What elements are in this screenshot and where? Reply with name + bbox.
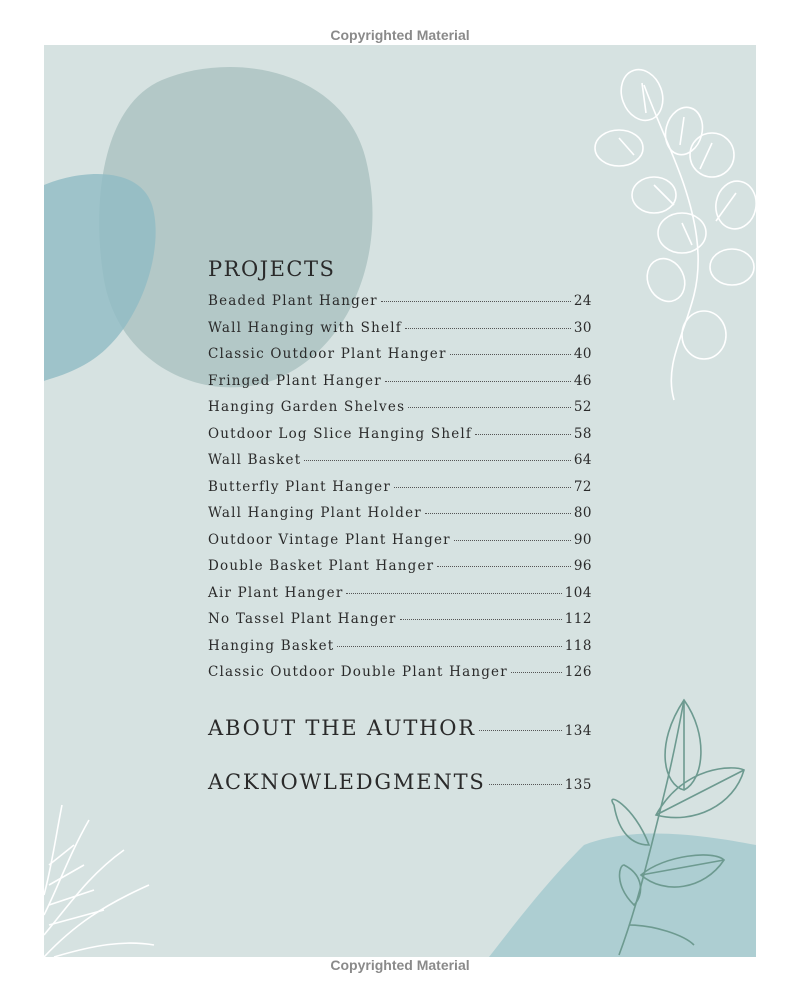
copyright-notice-top: Copyrighted Material bbox=[330, 27, 470, 43]
toc-entry[interactable] bbox=[208, 320, 592, 347]
page-number: 118 bbox=[564, 637, 592, 654]
toc-entry[interactable] bbox=[208, 452, 592, 479]
page-number: 112 bbox=[564, 611, 592, 627]
entry-title: Fringed Plant Hanger bbox=[208, 372, 382, 389]
eucalyptus-branch-icon bbox=[595, 64, 756, 400]
page-number: 104 bbox=[564, 584, 592, 601]
entry-title: Hanging Basket bbox=[208, 637, 335, 654]
entry-title: Butterfly Plant Hanger bbox=[208, 478, 392, 495]
book-page bbox=[44, 45, 756, 957]
dot-leader bbox=[511, 672, 562, 673]
page-number: 30 bbox=[573, 319, 592, 336]
toc-entry-acknowledgments[interactable] bbox=[208, 770, 592, 794]
dot-leader bbox=[346, 593, 561, 594]
dot-leader bbox=[425, 513, 571, 514]
page-number: 90 bbox=[573, 531, 592, 548]
dot-leader bbox=[337, 646, 561, 647]
page-number: 72 bbox=[573, 478, 592, 495]
entry-title: Beaded Plant Hanger bbox=[208, 293, 378, 309]
toc-entry[interactable] bbox=[208, 399, 592, 426]
dot-leader bbox=[394, 487, 571, 488]
toc-entry[interactable] bbox=[208, 532, 592, 559]
project-list bbox=[208, 293, 592, 691]
table-of-contents bbox=[208, 257, 592, 794]
dot-leader bbox=[450, 354, 571, 355]
dot-leader bbox=[385, 381, 571, 382]
entry-title: ABOUT THE AUTHOR bbox=[208, 715, 476, 740]
toc-entry[interactable] bbox=[208, 373, 592, 400]
page-number: 52 bbox=[573, 399, 592, 415]
dot-leader bbox=[454, 540, 571, 541]
dot-leader bbox=[408, 407, 571, 408]
entry-title: ACKNOWLEDGMENTS bbox=[208, 769, 486, 794]
entry-title: Outdoor Vintage Plant Hanger bbox=[208, 531, 451, 548]
page-number: 135 bbox=[564, 776, 592, 793]
dot-leader bbox=[405, 328, 571, 329]
toc-entry[interactable] bbox=[208, 638, 592, 665]
section-heading-projects: PROJECTS bbox=[208, 257, 336, 281]
entry-title: Outdoor Log Slice Hanging Shelf bbox=[208, 425, 473, 442]
dot-leader bbox=[400, 619, 562, 620]
entry-title: No Tassel Plant Hanger bbox=[208, 611, 397, 627]
toc-entry[interactable] bbox=[208, 426, 592, 453]
entry-title: Wall Hanging Plant Holder bbox=[208, 505, 422, 521]
page-number: 64 bbox=[573, 452, 592, 468]
page-number: 46 bbox=[573, 372, 592, 389]
dot-leader bbox=[437, 566, 570, 567]
toc-entry[interactable] bbox=[208, 505, 592, 532]
page-number: 40 bbox=[573, 346, 592, 362]
entry-title: Classic Outdoor Double Plant Hanger bbox=[208, 664, 508, 680]
toc-entry[interactable] bbox=[208, 664, 592, 691]
entry-title: Air Plant Hanger bbox=[208, 584, 344, 601]
page-number: 24 bbox=[573, 293, 592, 309]
entry-title: Wall Basket bbox=[208, 452, 302, 468]
dot-leader bbox=[479, 730, 562, 731]
palm-leaf-icon bbox=[44, 805, 154, 957]
blue-blob-shape bbox=[44, 174, 156, 381]
dot-leader bbox=[304, 460, 570, 461]
entry-title: Double Basket Plant Hanger bbox=[208, 558, 435, 574]
entry-title: Wall Hanging with Shelf bbox=[208, 319, 402, 336]
toc-entry[interactable] bbox=[208, 585, 592, 612]
page-number: 126 bbox=[564, 664, 592, 680]
dot-leader bbox=[475, 434, 571, 435]
page-number: 58 bbox=[573, 425, 592, 442]
dot-leader bbox=[489, 784, 562, 785]
page-number: 134 bbox=[564, 722, 592, 739]
entry-title: Hanging Garden Shelves bbox=[208, 399, 406, 415]
page-number: 80 bbox=[573, 505, 592, 521]
toc-entry[interactable] bbox=[208, 346, 592, 373]
copyright-notice-bottom: Copyrighted Material bbox=[330, 957, 470, 973]
dot-leader bbox=[381, 301, 571, 302]
toc-entry[interactable] bbox=[208, 293, 592, 320]
toc-entry[interactable] bbox=[208, 479, 592, 506]
entry-title: Classic Outdoor Plant Hanger bbox=[208, 346, 447, 362]
toc-entry[interactable] bbox=[208, 558, 592, 585]
toc-entry-about-author[interactable] bbox=[208, 716, 592, 740]
page-number: 96 bbox=[573, 558, 592, 574]
blue-blob-bottom-shape bbox=[489, 833, 756, 957]
toc-entry[interactable] bbox=[208, 611, 592, 638]
